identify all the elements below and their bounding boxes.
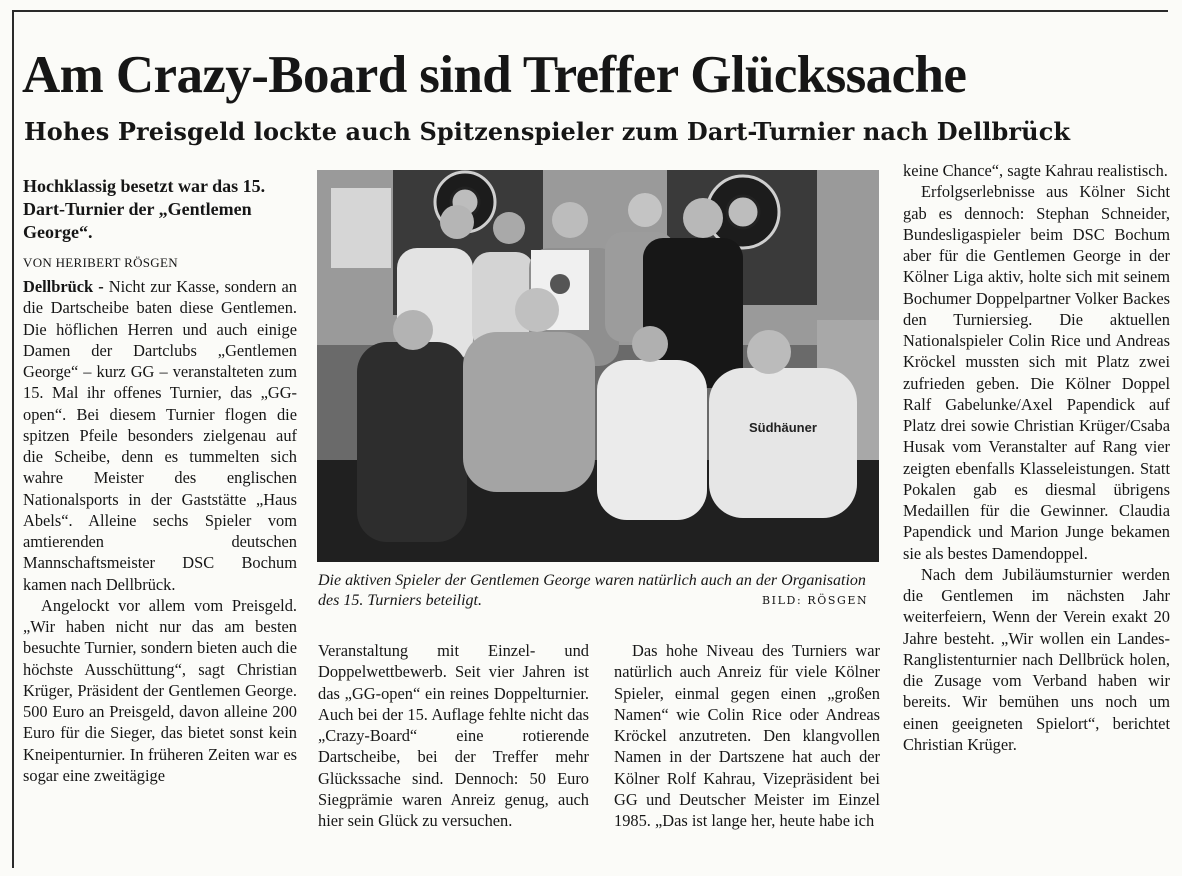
column-3 — [614, 640, 880, 831]
photo-illustration — [317, 170, 879, 562]
paragraph: Angelockt vor allem vom Preisgeld. „Wir haben nicht nur das am besten besuchte Turnier, sondern bieten auch die höchste Ausschüttung“, sagt Christian Krüger, Präsident der Gentlemen George. 500 Euro an Preisgeld, davon alleine 200 Euro für die Sieger, das bietet sonst kein Kneipenturnier. In früheren Zeiten war es sogar eine zweitägige — [23, 595, 297, 785]
column-4 — [903, 160, 1170, 755]
paragraph-text: Nicht zur Kasse, sondern an die Dartscheibe baten diese Gentlemen. Die höflichen Herren und auch einige Damen der Dartclubs „Gentlemen George“ – kurz GG – veranstalteten zum 15. Mal ihr offenes Turnier, das „GG-open“. Bei diesem Turnier flogen die spitzen Pfeile besonders zielgenau auf die Scheibe, denn es tummelten sich wahre Meister des englischen Nationalsports in der Gaststätte „Haus Abels“. Alleine sechs Spieler vom amtierenden deutschen Mannschaftsmeister DSC Bochum kamen nach Dellbrück. — [23, 277, 297, 594]
photo-caption: Die aktiven Spieler der Gentlemen George waren natürlich auch an der Organisation des 15. Turniers beteiligt. — [318, 572, 866, 609]
paragraph: Veranstaltung mit Einzel- und Doppelwettbewerb. Seit vier Jahren ist das „GG-open“ ein reines Doppelturnier. Auch bei der 15. Auflage fehlte nicht das „Crazy-Board“ eine rotierende Dartscheibe, bei der Treffer mehr Glückssache sind. Dennoch: 50 Euro Siegprämie waren Anreiz genug, auch hier sein Glück zu versuchen. — [318, 641, 589, 830]
lead-text: Hochklassig besetzt war das 15. Dart-Turnier der „Gentlemen George“. — [23, 176, 266, 242]
dartboard-right-bull — [727, 196, 759, 228]
shirt-text: Südhäuner — [749, 420, 817, 435]
headline: Am Crazy-Board sind Treffer Glückssache — [22, 46, 967, 104]
dateline: Dellbrück - — [23, 277, 104, 296]
paragraph: Das hohe Niveau des Turniers war natürlich auch Anreiz für viele Kölner Spieler, einmal gegen einen „großen Namen“ wie Colin Rice oder Andreas Kröckel anzutreten. Den klangvollen Namen in der Dartszene hat auch der Kölner Rolf Kahrau, Vizepräsident bei GG und Deutscher Meister im Einzel 1985. „Das ist lange her, heute habe ich — [614, 641, 880, 830]
paragraph: Erfolgserlebnisse aus Kölner Sicht gab es dennoch: Stephan Schneider, Bundesligaspieler beim DSC Bochum aber für die Gentlemen George in der Kölner Liga aktiv, holte sich mit seinem Bochumer Doppelpartner Volker Backes den Turniersieg. Die aktuellen Nationalspieler Colin Rice und Andreas Kröckel mussten sich mit Platz zwei zufrieden geben. Die Kölner Doppel Ralf Gabelunke/Axel Papendick auf Platz drei sowie Christian Krüger/Csaba Husak vom Veranstalter auf Rang vier zeigten ebenfalls Klasseleistungen. Statt Pokalen gab es diesmal übrigens Medaillen für die Gewinner. Claudia Papendick und Marion Junge bekamen sie als bestes Damendoppel. — [903, 182, 1170, 563]
team-photo — [317, 170, 879, 562]
paragraph — [23, 276, 297, 595]
byline: VON HERIBERT RÖSGEN — [23, 255, 178, 270]
subheadline: Hohes Preisgeld lockte auch Spitzenspieler zum Dart-Turnier nach Dellbrück — [24, 117, 1071, 146]
column-1 — [23, 175, 297, 786]
photo-credit: BILD: RÖSGEN — [762, 594, 869, 607]
wall-poster — [331, 188, 391, 268]
left-rule — [12, 10, 14, 868]
paragraph: Nach dem Jubiläumsturnier werden die Gentlemen im nächsten Jahr weiterfeiern, Wenn der Verein exakt 20 Jahre besteht. „Wir wollen ein Landes-Ranglistenturnier nach Dellbrück holen, die Zusage vom Verband haben wir bereits. Wir bemühen uns noch um einen geeigneten Spielort“, berichtet Christian Krüger. — [903, 564, 1170, 754]
top-rule — [12, 10, 1168, 12]
paragraph: keine Chance“, sagte Kahrau realistisch. — [903, 161, 1168, 180]
column-2 — [318, 640, 589, 831]
